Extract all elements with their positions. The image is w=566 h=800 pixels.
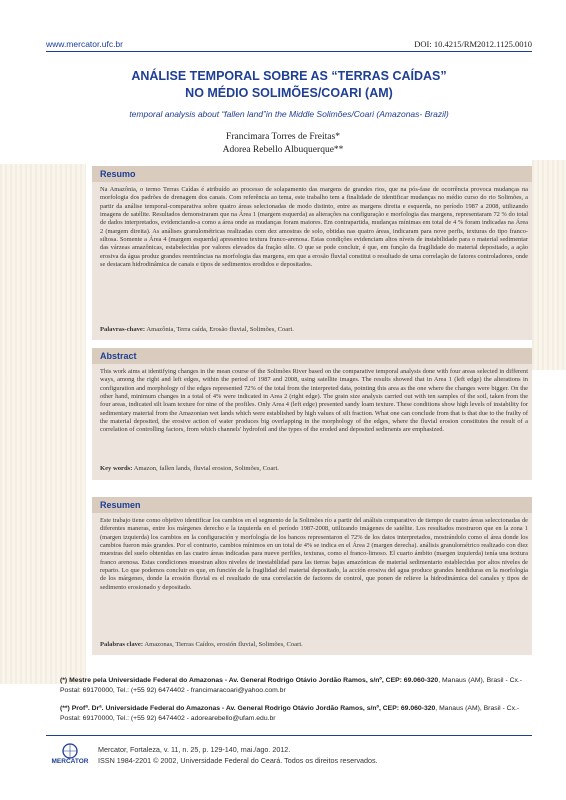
abstract-keywords-value: Amazon, fallen lands, fluvial erosion, Solimões, Coari.	[133, 465, 279, 472]
resumo-keywords-value: Amazônia, Terra caída, Erosão fluvial, Solimões, Coari.	[146, 326, 294, 333]
resumen-keywords-value: Amazonas, Tierras Caídos, erosión fluvial, Solimões, Coari.	[144, 641, 303, 648]
logo-text: MERCATOR	[51, 758, 89, 765]
doi-label: DOI: 10.4215/RM2012.1125.0010	[414, 39, 532, 49]
footnote-2	[60, 704, 530, 724]
decorative-map-strip-right	[532, 160, 566, 370]
resumen-keywords-label: Palabras clave:	[100, 641, 144, 648]
resumo-text: Na Amazônia, o termo Terras Caídas é atribuído ao processo de solapamento das margens de grandes rios, que na pós-fase de ocorrência provoca mudanças na morfologia dos padrões de drenagem dos canais. Com referência ao tema, este trabalho tem a finalidade de identificar mudanças no médio curso do rio Solimões, a partir da análise temporal-comparativa sobre quatro áreas selecionadas de modo distinto, entre as margens direita e esquerda, no período 1987 a 2008, utilizando imagens de satélite. Resultados demonstraram que na Área 1 (margem esquerda) as alterações na configuração e morfologia das margens, representaram 72 % do total de dados interpretados, evidenciando-a como a área onde as mudanças foram maiores. Em contrapartida, mudanças mínimas em total de 4 % foram indicadas na Área 2 (margem direita). As análises granulométricas realizadas com dez amostras de solo, obtidas nas quatro áreas, indicaram para nove perfis, texturas do tipo franco-siltosa. Somente a Área 4 (margem esquerda) apresentou textura franco-arenosa. Estas condições evidenciam altos níveis de instabilidade para o material sedimentar das várzeas amazônicas, estabelecidas por valores elevados da fração silte. O que se pode concluir, é que, em função da fragilidade do material depositado, a ação erosiva da água produz grandes reentrâncias na morfologia das margens, em que a erosão fluvial constitui o resultado de uma correlação de fatores controladores, onde se destacam hidrodinâmica de canais e tipos de sedimentos erodidos e depositados.	[100, 186, 528, 269]
title-line-2: NO MÉDIO SOLIMÕES/COARI (AM)	[185, 86, 393, 100]
journal-citation-line-1: Mercator, Fortaleza, v. 11, n. 25, p. 129-140, mai./ago. 2012.	[98, 745, 291, 754]
footnote-1-affiliation: Mestre pela Universidade Federal do Amazonas - Av. General Rodrigo Otávio Jordão Ramos, s/nº, CEP: 69.060-320	[69, 677, 439, 684]
abstract-text: This work aims at identifying changes in the mean course of the Solimões River based on the comparative temporal analysis done with four areas selected in different ways, among the right and left edges, within the period of 1987 and 2008, using satellite images. The results showed that in Area 1 (left edge) the alterations in configuration and morphology of the edges represented 72% of the total from the interpreted data, pointing this area as the one where the changes were bigger. On the other hand, minimum changes in a total of 4% were indicated in Area 2 (right edge). The grain size analysis carried out with ten samples of the soil, taken from the four areas, indicated silt loam texture for nine of the profiles. Only Area 4 (left edge) presented sandy loam texture. These conditions show high levels of instability for sedimentary material from the Amazonian wet lands which were established by high values of silt fraction. What one can conclude from that is that due to the frailty of the material deposited, the erosive action of water produces big overlapping in the morphology of the edges, where the fluvial erosion constitutes the result of a correlation of controlling factors, from which channels' hydrofoil and the types of the eroded and deposited sediments are emphasized.	[100, 368, 528, 434]
abstract-heading: Abstract	[100, 351, 137, 361]
mercator-logo-icon	[46, 743, 94, 765]
author-2: Adorea Rebello Albuquerque**	[222, 145, 344, 155]
resumen-text: Este trabajo tiene como objetivo identificar los cambios en el segmento de la Solimões río a partir del análisis comparativo de tiempo de cuatro áreas seleccionadas de diferentes maneras, entre los márgenes derecho e la izquierda en el período 1987-2008, utilizando imágenes de satélite. Los resultados mostraron que en la zona 1 (margen izquierda) los cambios en la configuración y morfología de los bancos representaron el 72% de los datos interpretados, mostrándolo como el área donde los cambios fueron más grandes. Por el contrario, cambios mínimos en un total de 4% se indica en el Área 2 (margen derecha). análisis granulométrico realizado con diez muestras del suelo obtenidas en las cuatro áreas indicadas para nueve perfiles, texturas, como el franco-limoso. El cuarto ámbito (margen izquierda) tenía una textura franco arenosa. Estas condiciones muestran altos niveles de inestabilidad para las tierras bajas amazónicas de material sedimentario establecidas por altos niveles de reparto. Lo que podemos concluir es que, en función de la fragilidad del material depositado, la acción erosiva del agua produce grandes hendiduras en la morfología de los márgenes, donde la erosión fluvial es el resultado de una correlación de factores de control, que ponen de relieve la hidrodinámica del canales y tipos de sedimento erosionado y depositado.	[100, 517, 528, 591]
footnote-2-mark: (**)	[60, 705, 70, 712]
resumo-keywords-label: Palavras-chave:	[100, 326, 146, 333]
resumo-keywords	[100, 326, 528, 333]
decorative-map-strip-left	[0, 164, 86, 684]
resumo-header-bar	[92, 166, 532, 182]
journal-copyright-line: ISSN 1984-2201 © 2002, Universidade Federal do Ceará. Todos os direitos reservados.	[98, 756, 378, 765]
footnote-1	[60, 676, 530, 696]
author-list	[0, 131, 566, 157]
resumen-keywords	[100, 641, 528, 648]
footnote-1-contact: , Manaus (AM), Brasil - Cx.-Postal: 69170000, Tel.: (+55 92) 6474402 - francimaracoari@yahoo.com.br	[60, 677, 523, 694]
journal-citation	[98, 744, 378, 766]
article-subtitle: temporal analysis about “fallen land”in the Middle Solimões/Coari (Amazonas- Brazil)	[129, 109, 449, 119]
footnote-1-mark: (*)	[60, 677, 68, 684]
resumo-heading: Resumo	[100, 169, 136, 179]
title-line-1: ANÁLISE TEMPORAL SOBRE AS “TERRAS CAÍDAS”	[131, 69, 447, 83]
abstract-header-bar	[92, 348, 532, 364]
footer-rule	[46, 735, 532, 736]
resumen-header-bar	[92, 497, 532, 513]
journal-url-link[interactable]: www.mercator.ufc.br	[46, 39, 123, 49]
footnote-2-contact: , Manaus (AM), Brasil - Cx.-Postal: 69170000, Tel.: (+55 92) 6474402 - adorearebello@ufam.edu.br	[60, 705, 520, 722]
abstract-keywords-label: Key words:	[100, 465, 133, 472]
article-title	[46, 68, 532, 102]
resumen-heading: Resumen	[100, 500, 141, 510]
footnote-2-affiliation: Profª. Drª. Universidade Federal do Amazonas - Av. General Rodrigo Otávio Jordão Ramos, s/nº, CEP: 69.060-320	[71, 705, 436, 712]
header-rule	[46, 51, 532, 52]
author-1: Francimara Torres de Freitas*	[226, 132, 340, 142]
abstract-keywords	[100, 465, 528, 472]
